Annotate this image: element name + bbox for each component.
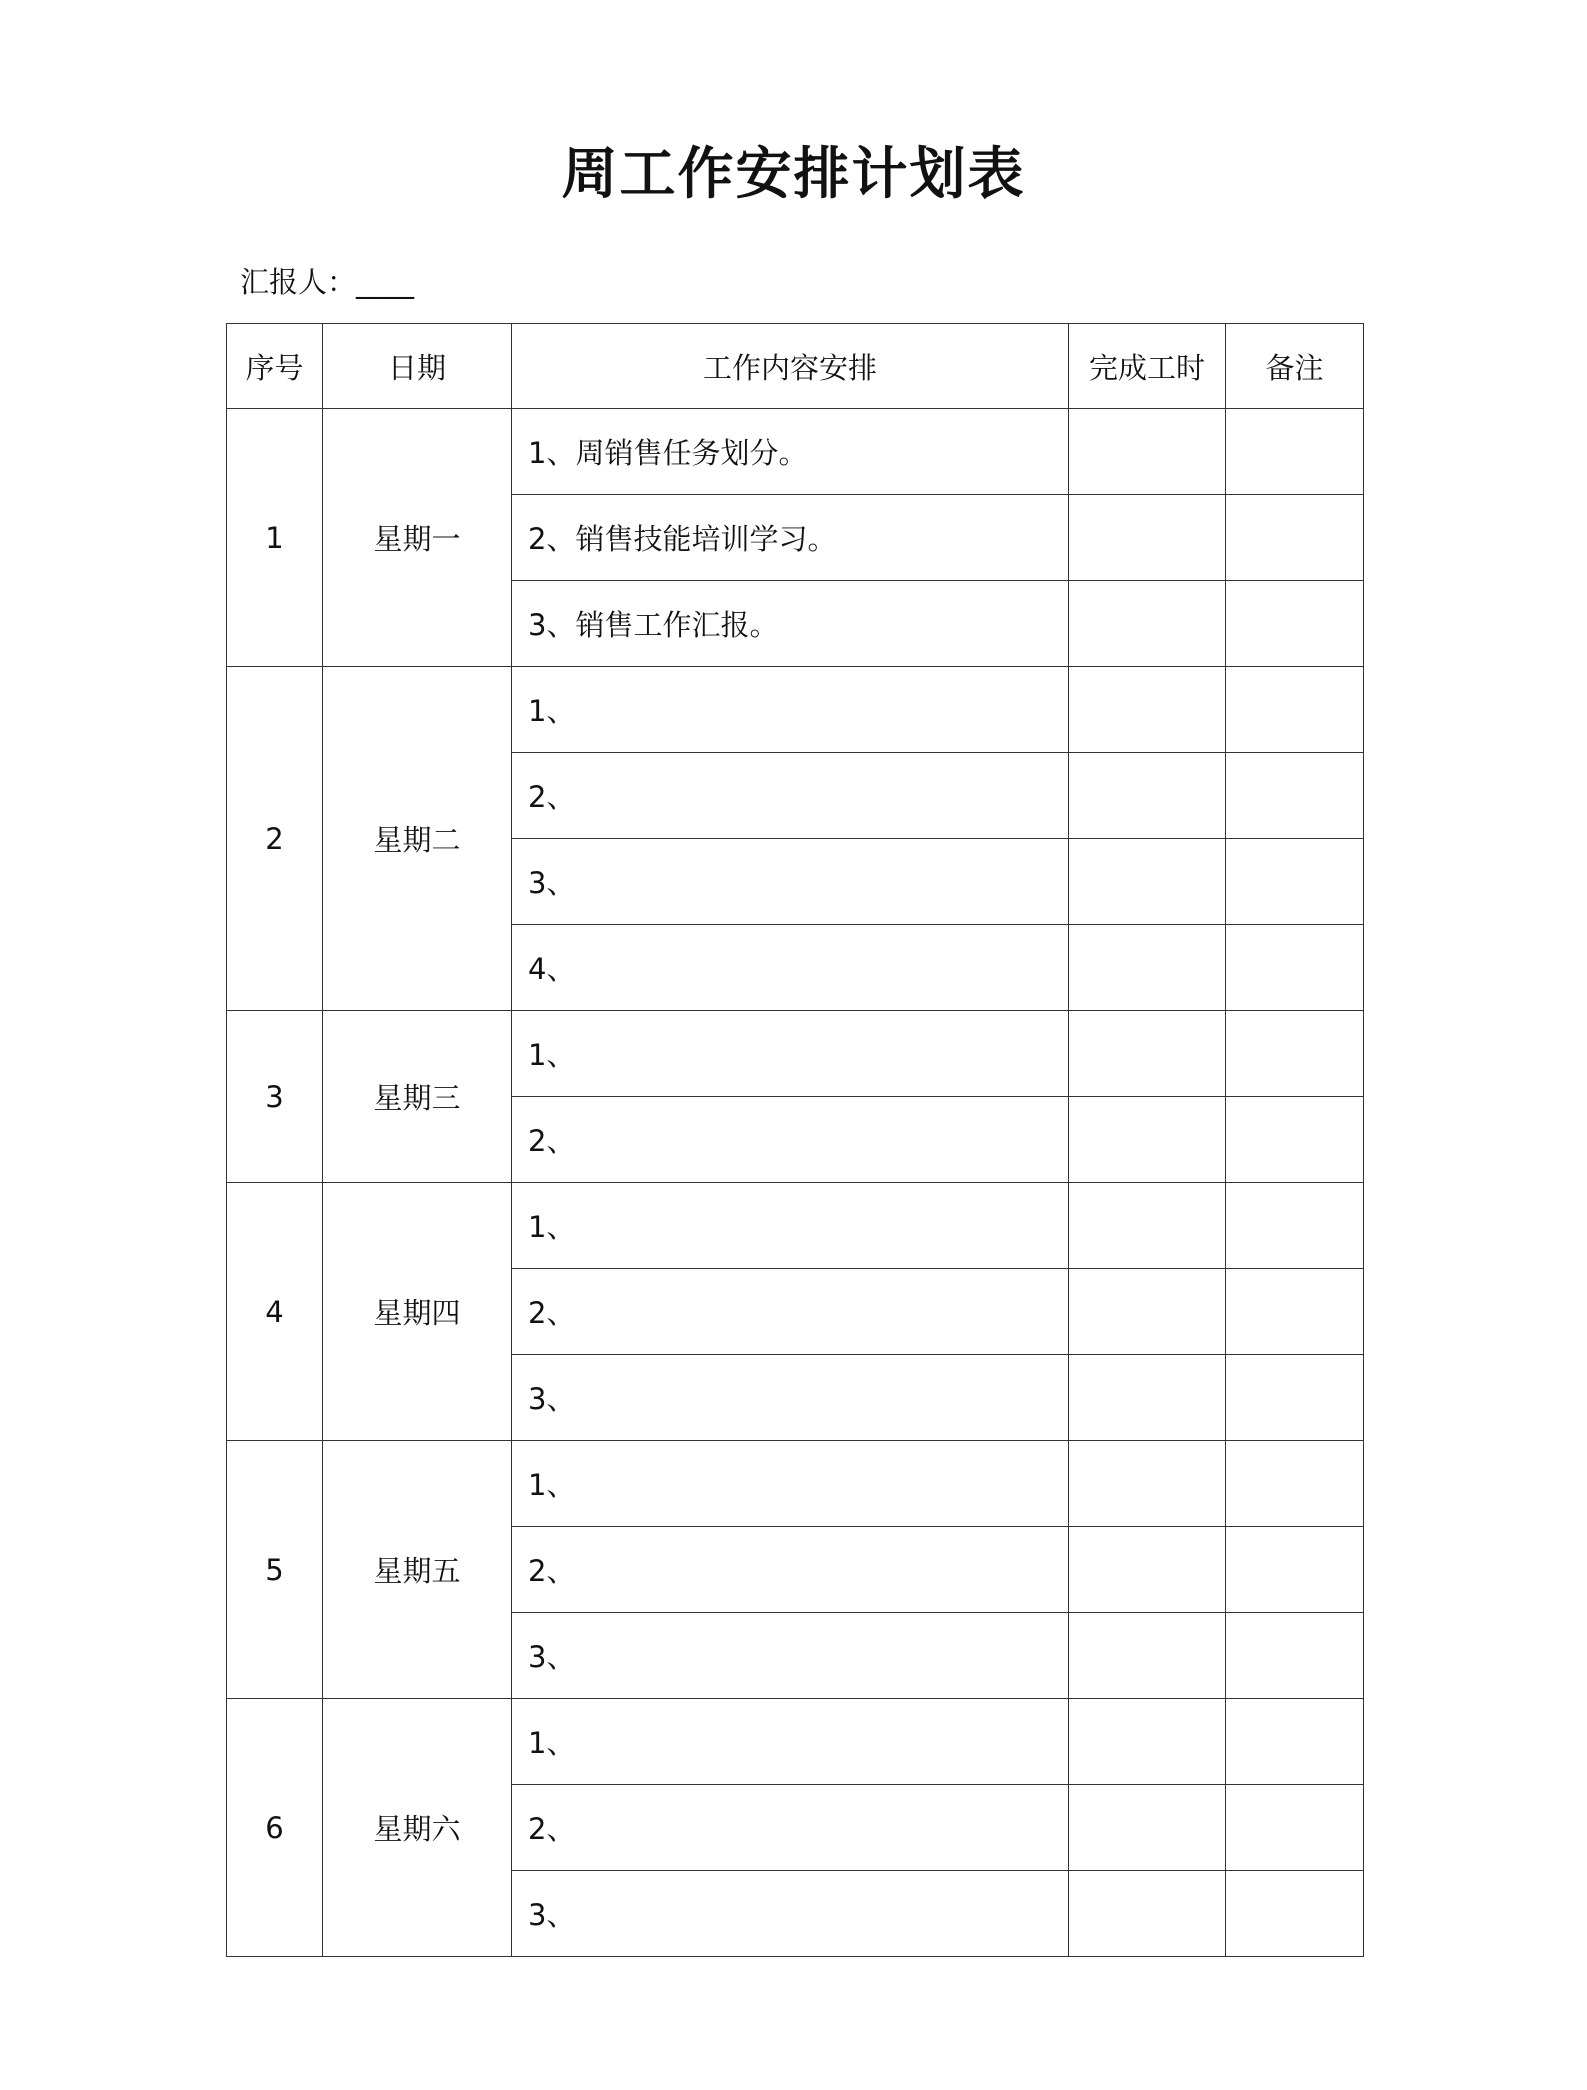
- task-cell: 2、: [512, 1527, 1069, 1613]
- table-row: [227, 1011, 1364, 1097]
- task-cell: 2、: [512, 1785, 1069, 1871]
- header-index: 序号: [227, 324, 323, 409]
- hours-cell: [1069, 581, 1226, 667]
- hours-cell: [1069, 495, 1226, 581]
- hours-cell: [1069, 1613, 1226, 1699]
- hours-cell: [1069, 409, 1226, 495]
- notes-cell: [1226, 409, 1364, 495]
- task-cell: 2、: [512, 1097, 1069, 1183]
- row-day: 星期五: [323, 1441, 512, 1699]
- hours-cell: [1069, 667, 1226, 753]
- notes-cell: [1226, 1527, 1364, 1613]
- notes-cell: [1226, 1441, 1364, 1527]
- notes-cell: [1226, 1183, 1364, 1269]
- weekly-plan-table: [226, 323, 1364, 1957]
- notes-cell: [1226, 1269, 1364, 1355]
- hours-cell: [1069, 753, 1226, 839]
- task-cell: 1、: [512, 1699, 1069, 1785]
- reporter-label: 汇报人：____: [240, 265, 415, 299]
- row-index: 3: [227, 1011, 323, 1183]
- row-day: 星期六: [323, 1699, 512, 1957]
- hours-cell: [1069, 1441, 1226, 1527]
- notes-cell: [1226, 667, 1364, 753]
- hours-cell: [1069, 1183, 1226, 1269]
- hours-cell: [1069, 925, 1226, 1011]
- row-index: 5: [227, 1441, 323, 1699]
- task-cell: 3、: [512, 1355, 1069, 1441]
- table-row: [227, 409, 1364, 495]
- header-content: 工作内容安排: [512, 324, 1069, 409]
- notes-cell: [1226, 1699, 1364, 1785]
- header-date: 日期: [323, 324, 512, 409]
- hours-cell: [1069, 1097, 1226, 1183]
- header-notes: 备注: [1226, 324, 1364, 409]
- notes-cell: [1226, 1785, 1364, 1871]
- row-day: 星期三: [323, 1011, 512, 1183]
- task-cell: 1、: [512, 1441, 1069, 1527]
- notes-cell: [1226, 1097, 1364, 1183]
- row-day: 星期二: [323, 667, 512, 1011]
- notes-cell: [1226, 925, 1364, 1011]
- notes-cell: [1226, 1871, 1364, 1957]
- task-cell: 1、: [512, 667, 1069, 753]
- notes-cell: [1226, 839, 1364, 925]
- task-cell: 2、销售技能培训学习。: [512, 495, 1069, 581]
- task-cell: 3、: [512, 1871, 1069, 1957]
- hours-cell: [1069, 1871, 1226, 1957]
- notes-cell: [1226, 1011, 1364, 1097]
- table-row: [227, 667, 1364, 753]
- task-cell: 2、: [512, 753, 1069, 839]
- hours-cell: [1069, 1785, 1226, 1871]
- hours-cell: [1069, 1269, 1226, 1355]
- notes-cell: [1226, 1355, 1364, 1441]
- hours-cell: [1069, 1355, 1226, 1441]
- table-row: [227, 1183, 1364, 1269]
- row-day: 星期四: [323, 1183, 512, 1441]
- task-cell: 3、: [512, 1613, 1069, 1699]
- task-cell: 1、周销售任务划分。: [512, 409, 1069, 495]
- header-hours: 完成工时: [1069, 324, 1226, 409]
- table-row: [227, 1699, 1364, 1785]
- row-index: 4: [227, 1183, 323, 1441]
- table-header-row: [227, 324, 1364, 409]
- notes-cell: [1226, 1613, 1364, 1699]
- task-cell: 1、: [512, 1183, 1069, 1269]
- notes-cell: [1226, 581, 1364, 667]
- page-title: 周工作安排计划表: [561, 142, 1026, 207]
- task-cell: 4、: [512, 925, 1069, 1011]
- task-cell: 1、: [512, 1011, 1069, 1097]
- hours-cell: [1069, 1699, 1226, 1785]
- task-cell: 3、: [512, 839, 1069, 925]
- row-index: 2: [227, 667, 323, 1011]
- notes-cell: [1226, 495, 1364, 581]
- table-row: [227, 1441, 1364, 1527]
- row-index: 6: [227, 1699, 323, 1957]
- hours-cell: [1069, 1527, 1226, 1613]
- row-index: 1: [227, 409, 323, 667]
- task-cell: 2、: [512, 1269, 1069, 1355]
- task-cell: 3、销售工作汇报。: [512, 581, 1069, 667]
- row-day: 星期一: [323, 409, 512, 667]
- notes-cell: [1226, 753, 1364, 839]
- hours-cell: [1069, 1011, 1226, 1097]
- hours-cell: [1069, 839, 1226, 925]
